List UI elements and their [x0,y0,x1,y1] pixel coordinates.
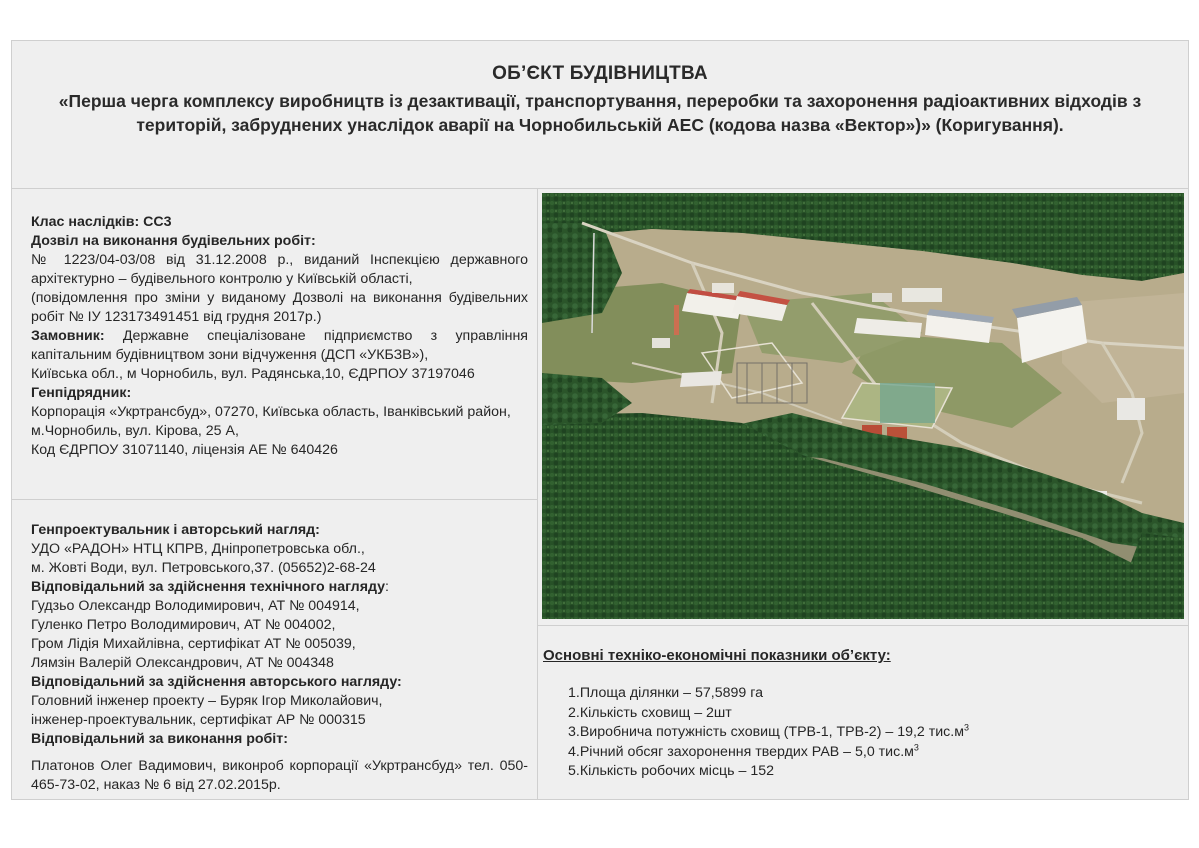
contractor-label: Генпідрядник: [31,385,132,401]
customer-label: Замовник: [31,328,105,344]
tech-supervisor: Лямзін Валерій Олександрович, АТ № 004348 [31,655,334,671]
indicator-item: 2.Кількість сховищ – 2шт [568,704,732,721]
customer-text: Державне спеціалізоване підприємство з управління капітальним будівництвом зони відчуження (ДСП «УКБЗВ»), [31,328,528,363]
customer-address: Київська обл., м Чорнобиль, вул. Радянська,10, ЄДРПОУ 37197046 [31,366,475,382]
consequence-class-value: СС3 [143,214,172,230]
works-text: Платонов Олег Вадимович, виконроб корпорації «Укртрансбуд» тел. 050-465-73-02, наказ № 6 від 27.02.2015р. [31,758,528,793]
consequence-class [31,213,528,232]
designer-line2: м. Жовті Води, вул. Петровського,37. (05652)2-68-24 [31,560,376,576]
permit-text: № 1223/04-03/08 від 31.12.2008 р., виданий Інспекцією державного архітектурно – будівельного контролю у Київській області, [31,252,528,287]
right-section-divider [538,625,1188,626]
author-supervision-label: Відповідальний за здійснення авторського нагляду: [31,674,402,690]
responsibles-section [31,521,528,795]
aerial-site-photo [542,193,1184,619]
permit-note: (повідомлення про зміни у виданому Дозволі на виконання будівельних робіт № ІУ 123173491451 від грудня 2017р.) [31,290,528,325]
object-header [12,41,1188,189]
left-section-divider [12,499,537,500]
project-info-section [31,213,528,460]
author-supervisor: Головний інженер проекту – Буряк Ігор Миколайович, [31,693,383,709]
permit-label: Дозвіл на виконання будівельних робіт: [31,233,316,249]
indicators-heading: Основні техніко-економічні показники об’єкту: [543,647,891,664]
designer-line1: УДО «РАДОН» НТЦ КПРВ, Дніпропетровська обл., [31,541,365,557]
indicator-item: 1.Площа ділянки – 57,5899 га [568,685,763,701]
tech-supervisor: Гудзьо Олександр Володимирович, АТ № 004914, [31,598,360,614]
tech-supervision-colon: : [385,579,389,595]
tech-supervision-label: Відповідальний за здійснення технічного нагляду [31,579,386,595]
object-subtitle: «Перша черга комплексу виробництв із дезактивації, транспортування, переробки та захоронення радіоактивних відходів з територій, забруднених унаслідок аварії на Чорнобильській АЕС (кодова назва «Вектор»)» (Коригування). [58,91,1142,135]
tech-supervision-heading [31,578,528,597]
designer-label: Генпроектувальник і авторський нагляд: [31,522,320,538]
info-board [11,40,1189,800]
tech-supervisor: Гром Лідія Михайлівна, сертифікат АТ № 005039, [31,636,356,652]
consequence-class-label: Клас наслідків: [31,214,140,230]
contractor-line1: Корпорація «Укртрансбуд», 07270, Київська область, Іванківський район, м.Чорнобиль, вул. Кірова, 25 А, [31,404,511,439]
column-divider [537,189,538,799]
customer-info [31,327,528,365]
works-label: Відповідальний за виконання робіт: [31,731,288,747]
indicators-list [568,684,969,782]
indicator-item: 4.Річний обсяг захоронення твердих РАВ – 5,0 $тис.м^3$ [568,741,919,760]
object-title: ОБ’ЄКТ БУДІВНИЦТВА [492,63,708,84]
indicator-item: 5.Кількість робочих місць – 152 [568,763,775,779]
tech-supervisor: Гуленко Петро Володимирович, АТ № 004002, [31,617,336,633]
contractor-line2: Код ЄДРПОУ 31071140, ліцензія АЕ № 640426 [31,442,338,458]
indicator-item: 3.Виробнича потужність сховищ (ТРВ-1, ТРВ-2) – 19,2 $тис.м^3$ [568,722,969,740]
author-supervisor: інженер-проектувальник, сертифікат АР № 000315 [31,712,366,728]
